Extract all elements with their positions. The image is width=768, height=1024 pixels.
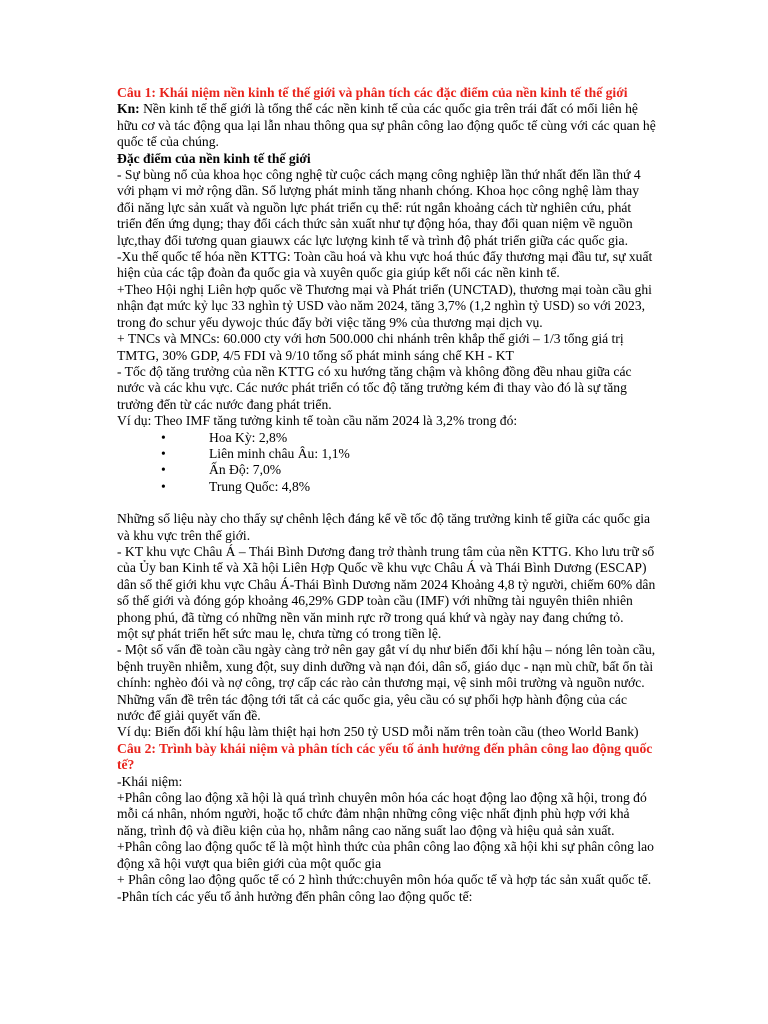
bullet-icon: • bbox=[161, 462, 166, 478]
definition-paragraph bbox=[117, 101, 657, 150]
definition-text: Nền kinh tế thế giới là tổng thể các nền kinh tế của các quốc gia trên trái đất có mối liên hệ hữu cơ và tác động qua lại lẫn nhau thông qua sự phân công lao động quốc tế cùng với các quan hệ quốc tế của chúng. bbox=[117, 101, 656, 150]
paragraph: +Theo Hội nghị Liên hợp quốc về Thương mại và Phát triển (UNCTAD), thương mại toàn cầu ghi nhận đạt mức kỷ lục 33 nghìn tỷ USD vào năm 2024, tăng 3,7% (1,2 nghìn tỷ USD) so với 2023, trong đo schur yếu dywojc thúc đẩy bởi việc tăng 9% của thương mại dịch vụ. bbox=[117, 281, 652, 330]
paragraph: - KT khu vực Châu Á – Thái Bình Dương đang trở thành trung tâm của nền KTTG. Kho lưu trữ số của Ủy ban Kinh tế và Xã hội Liên Hợp Quốc về khu vực Châu Á và Thái Bình Dương (ESCAP) dân số thế giới khu vực Châu Á-Thái Bình Dương năm 2024 Khoảng 4,8 tỷ người, chiếm 60% dân số thế giới và đóng góp khoảng 46,29% GDP toàn cầu (IMF) với những tài nguyên thiên nhiên phong phú, đã từng có những nền văn minh rực rỡ trong quá khứ và ngày nay đang chứng tỏ. bbox=[117, 543, 656, 625]
features-heading: Đặc điểm của nền kinh tế thế giới bbox=[117, 150, 311, 166]
paragraph: Những số liệu này cho thấy sự chênh lệch đáng kể về tốc độ tăng trưởng kinh tế giữa các quốc gia và khu vực trên thế giới. bbox=[117, 511, 651, 543]
bullet-icon: • bbox=[161, 478, 166, 494]
paragraph: - Một số vấn đề toàn cầu ngày càng trở nên gay gắt ví dụ như biến đổi khí hậu – nóng lên toàn cầu, bệnh truyền nhiễm, xung đột, suy dinh dưỡng và nạn đói, dân số, giáo dục - nạn mù chữ, bất ổn tài chính: nghèo đói và nợ công, trợ cấp các rào cản thương mại, vệ sinh môi trường và nguồn nước. Những vấn đề trên tác động tới tất cả các quốc gia, yêu cầu có sự phối hợp hành động của các nước để giải quyết vấn đề. bbox=[117, 642, 656, 724]
paragraph: + Phân công lao động quốc tế có 2 hình thức:chuyên môn hóa quốc tế và hợp tác sản xuất quốc tế. bbox=[117, 872, 652, 888]
paragraph: +Phân công lao động quốc tế là một hình thức của phân công lao động xã hội khi sự phân công lao động xã hội vượt qua biên giới của một quốc gia bbox=[117, 839, 654, 871]
paragraph: Ví dụ: Biến đổi khí hậu làm thiệt hại hơn 250 tỷ USD mỗi năm trên toàn cầu (theo World Bank) bbox=[117, 724, 639, 740]
list-item-text: Ấn Độ: 7,0% bbox=[209, 462, 282, 478]
paragraph: -Khái niệm: bbox=[117, 773, 183, 789]
document-page bbox=[117, 85, 657, 905]
paragraph: - Sự bùng nổ của khoa học công nghệ từ cuộc cách mạng công nghiệp lần thứ nhất đến lần thứ 4 với phạm vi mở rộng dần. Số lượng phát minh tăng nhanh chóng. Khoa học công nghệ làm thay đổi năng lực sản xuất và nguồn lực phát triển cụ thể: rút ngắn khoảng cách từ nghiên cứu, phát triển đến ứng dụng; thay đổi cách thức sản xuất như tự động hóa, thay đổi quan niệm về nguồn lực,thay đổi tương quan giauwx các lực lượng kinh tế và trình độ phát triển giữa các quốc gia. bbox=[117, 167, 641, 248]
list-item-text: Hoa Kỳ: 2,8% bbox=[209, 429, 288, 445]
paragraph: +Phân công lao động xã hội là quá trình chuyên môn hóa các hoạt động lao động xã hội, trong đó mỗi cá nhân, nhóm người, hoặc tổ chức đảm nhận những công việc nhất định phù hợp với khả năng, trình độ và điều kiện của họ, nhằm nâng cao năng suất lao động và hiệu quả sản xuất. bbox=[117, 790, 647, 838]
list-item bbox=[117, 430, 657, 446]
question-2-title: Câu 2: Trình bày khái niệm và phân tích các yếu tố ảnh hưởng đến phân công lao động quốc tế? bbox=[117, 740, 653, 773]
list-item bbox=[117, 446, 657, 462]
paragraph: - Tốc độ tăng trưởng của nền KTTG có xu hướng tăng chậm và không đồng đều nhau giữa các nước và các khu vực. Các nước phát triển có tốc độ tăng trưởng kém đi thay vào đó là sự tăng trưởng đến từ các nước đang phát triển. bbox=[117, 363, 632, 412]
question-1-title: Câu 1: Khái niệm nền kinh tế thế giới và phân tích các đặc điểm của nền kinh tế thế giới bbox=[117, 85, 628, 100]
list-item-text: Liên minh châu Âu: 1,1% bbox=[209, 445, 350, 461]
bullet-icon: • bbox=[161, 429, 166, 445]
list-item bbox=[117, 462, 657, 478]
list-item bbox=[117, 479, 657, 495]
list-item-text: Trung Quốc: 4,8% bbox=[209, 478, 311, 494]
paragraph: -Xu thế quốc tế hóa nền KTTG: Toàn cầu hoá và khu vực hoá thúc đẩy thương mại đầu tư, sự xuất hiện của các tập đoàn đa quốc gia và xuyên quốc gia giúp kết nối các nền kinh tế. bbox=[117, 249, 653, 281]
bullet-icon: • bbox=[161, 445, 166, 461]
growth-bullet-list bbox=[117, 430, 657, 496]
paragraph: Ví dụ: Theo IMF tăng tưởng kinh tế toàn cầu năm 2024 là 3,2% trong đó: bbox=[117, 413, 518, 429]
definition-label: Kn: bbox=[117, 101, 140, 117]
paragraph: + TNCs và MNCs: 60.000 cty với hơn 500.000 chi nhánh trên khắp thế giới – 1/3 tổng giá trị TMTG, 30% GDP, 4/5 FDI và 9/10 tổng số phát minh sáng chế KH - KT bbox=[117, 331, 624, 363]
paragraph: -Phân tích các yếu tố ảnh hưởng đến phân công lao động quốc tế: bbox=[117, 888, 473, 904]
paragraph: một sự phát triển hết sức mau lẹ, chưa từng có trong tiền lệ. bbox=[117, 626, 442, 641]
blank-line bbox=[117, 495, 657, 511]
